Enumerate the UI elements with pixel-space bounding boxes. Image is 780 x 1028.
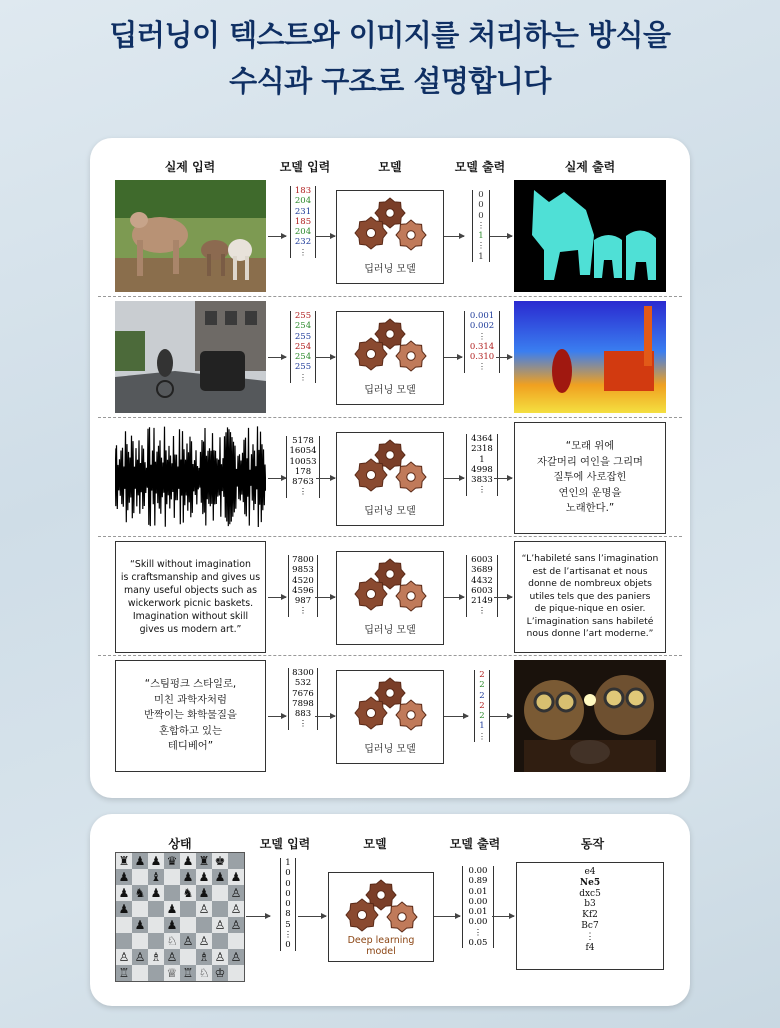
model-output-vector (462, 866, 494, 948)
vector-value: 255 (294, 311, 312, 321)
header-actual-output: 실제 출력 (564, 160, 616, 174)
french-output-text (514, 541, 666, 653)
action-list (516, 862, 664, 970)
chess-square (212, 901, 228, 917)
deep-learning-model-box (336, 311, 444, 405)
model-label: 딥러닝 모델 (364, 744, 416, 755)
chess-square: ♘ (196, 965, 212, 981)
vector-value: 4596 (292, 585, 314, 596)
header-model: 모델 (363, 837, 387, 851)
arrow (268, 597, 286, 598)
chess-square: ♙ (228, 949, 244, 965)
text-line: 노래한다.” (565, 502, 615, 515)
chess-square: ♙ (228, 885, 244, 901)
vector-value: 9853 (292, 565, 314, 576)
title-line-1: 딥러닝이 텍스트와 이미지를 처리하는 방식을 (109, 18, 671, 52)
chess-square: ♟ (180, 869, 196, 885)
vector-value: ⋮ (477, 485, 487, 496)
chess-square: ♟ (132, 853, 148, 869)
vector-value: 2318 (471, 444, 493, 455)
model-input-vector (288, 668, 318, 730)
vector-value: 4364 (471, 434, 493, 444)
chess-square (196, 917, 212, 933)
chess-board (115, 852, 245, 982)
cows-photo (115, 180, 266, 292)
english-input-text (115, 541, 266, 653)
steampunk-teddy-image (514, 660, 666, 772)
chess-square: ♙ (116, 949, 132, 965)
model-output-vector (472, 190, 490, 262)
action-move: e4 (584, 867, 596, 877)
chess-square: ♟ (164, 901, 180, 917)
deep-learning-model-box (336, 551, 444, 645)
vector-value: 185 (294, 216, 312, 227)
vector-value: 0.05 (468, 938, 488, 949)
vector-value: 0 (478, 190, 484, 200)
arrow (298, 916, 326, 917)
model-output-vector (464, 311, 500, 373)
header-model: 모델 (378, 160, 402, 174)
deep-learning-model-box (336, 190, 444, 284)
vector-value: 2 (479, 690, 485, 701)
chess-panel (90, 814, 690, 1006)
action-move: b3 (584, 899, 596, 910)
vector-value: 6003 (471, 555, 493, 565)
vector-value: 0.00 (468, 896, 488, 907)
vector-value: 2 (479, 700, 485, 711)
text-line: wickerwork picnic baskets. (127, 598, 254, 609)
chess-square: ♞ (180, 885, 196, 901)
chess-square: ♖ (116, 965, 132, 981)
vector-value: 987 (294, 596, 312, 607)
chess-square: ♙ (132, 949, 148, 965)
chess-square: ♙ (212, 949, 228, 965)
text-line: 테디베어” (167, 740, 214, 753)
chess-square: ♜ (196, 853, 212, 869)
arrow (444, 597, 464, 598)
vector-value: 0.00 (468, 866, 488, 876)
model-label-line-2: model (366, 946, 396, 957)
chess-square (228, 933, 244, 949)
vector-value: 2149 (471, 596, 493, 607)
vector-value: 16054 (289, 446, 317, 457)
header-state: 상태 (168, 837, 192, 851)
vector-value: 7898 (292, 698, 314, 709)
vector-value: 0 (478, 200, 484, 211)
text-line: is craftsmanship and gives us (120, 572, 261, 583)
vector-value: ⋮ (477, 331, 487, 342)
chess-square (164, 885, 180, 901)
row-divider (98, 655, 682, 656)
vector-value: 231 (294, 206, 312, 217)
model-label: 딥러닝 모델 (364, 264, 416, 275)
chess-square (228, 965, 244, 981)
action-move: Kf2 (582, 910, 598, 921)
model-input-vector (290, 186, 316, 258)
action-move: f4 (585, 942, 595, 953)
vector-value: 204 (294, 196, 312, 207)
chess-square (132, 901, 148, 917)
vector-value: 0.001 (469, 311, 495, 321)
text-line: est de l’artisanat et nous (532, 565, 648, 577)
chess-square: ♟ (148, 853, 164, 869)
chess-square (132, 965, 148, 981)
vector-value: 2 (479, 680, 485, 691)
text-line: 질투에 사로잡힌 (553, 471, 627, 484)
action-move: Bc7 (581, 920, 599, 931)
vector-value: 0.310 (469, 352, 495, 363)
chess-square: ♟ (116, 869, 132, 885)
chess-square (116, 933, 132, 949)
arrow (496, 357, 512, 358)
vector-value: 1 (479, 454, 485, 465)
arrow (315, 357, 335, 358)
text-line: “L’habileté sans l’imagination (521, 552, 659, 564)
chess-square (180, 949, 196, 965)
vector-value: 4998 (471, 464, 493, 475)
generated-korean-text (514, 422, 666, 534)
arrow (268, 716, 286, 717)
vector-value: 0.89 (468, 876, 488, 887)
text-line: L’imagination sans habileté (526, 615, 654, 627)
model-output-vector (466, 434, 498, 496)
deep-learning-model-box (328, 872, 434, 962)
vector-value: 1 (478, 231, 484, 242)
chess-square: ♟ (164, 917, 180, 933)
arrow (494, 597, 512, 598)
korean-prompt-text (115, 660, 266, 772)
row-divider (98, 417, 682, 418)
page-title (0, 12, 780, 104)
arrow (490, 716, 512, 717)
vector-value: ⋮ (476, 220, 486, 231)
model-input-vector (286, 436, 320, 498)
chess-square (228, 853, 244, 869)
chess-square: ♞ (132, 885, 148, 901)
chess-square: ♟ (116, 901, 132, 917)
chess-square: ♙ (212, 917, 228, 933)
chess-square (148, 901, 164, 917)
header-model-output: 모델 출력 (454, 160, 506, 174)
row-depth-estimation (90, 299, 690, 415)
text-line: “스팀펑크 스타일로, (144, 678, 237, 691)
arrow (315, 716, 335, 717)
vector-value: 532 (294, 678, 312, 689)
vector-value: 0.002 (469, 321, 495, 332)
vector-value: ⋮ (298, 719, 308, 730)
vector-value: 0 (285, 868, 291, 879)
vector-value: 0 (285, 888, 291, 899)
vector-value: 1 (479, 721, 485, 732)
chess-square: ♟ (148, 885, 164, 901)
deep-learning-model-box (336, 670, 444, 764)
audio-waveform (115, 422, 266, 534)
model-label: 딥러닝 모델 (364, 385, 416, 396)
chess-square (132, 869, 148, 885)
chess-square: ♟ (196, 885, 212, 901)
arrow (492, 916, 514, 917)
model-label-line-1: Deep learning (347, 935, 415, 946)
vector-value: 3689 (471, 565, 493, 576)
vector-value: 6003 (471, 585, 493, 596)
header-actual-input: 실제 입력 (164, 160, 216, 174)
row-image-segmentation (90, 178, 690, 294)
vector-value: ⋮ (298, 487, 308, 498)
vector-value: 7800 (292, 555, 314, 565)
vector-value: 183 (294, 186, 312, 196)
model-label: 딥러닝 모델 (364, 506, 416, 517)
vector-value: 0 (285, 899, 291, 910)
vector-value: ⋮ (477, 606, 487, 617)
chess-square: ♟ (180, 853, 196, 869)
chess-square: ♛ (164, 853, 180, 869)
vector-value: 255 (294, 331, 312, 342)
chess-square: ♗ (148, 949, 164, 965)
text-line: Imagination without skill (132, 611, 249, 622)
arrow (444, 236, 464, 237)
arrow (246, 916, 270, 917)
text-line: 자갈머리 여인을 그리며 (536, 455, 643, 468)
vector-value: 1 (285, 858, 291, 868)
chess-square: ♙ (180, 933, 196, 949)
vector-value: 0 (285, 878, 291, 889)
vector-value: ⋮ (298, 372, 308, 383)
arrow (268, 478, 286, 479)
row-divider (98, 536, 682, 537)
vector-value: 0.01 (468, 886, 488, 897)
model-input-vector (288, 555, 318, 617)
chess-square: ♙ (228, 917, 244, 933)
pipeline-panel (90, 138, 690, 798)
chess-square: ♝ (148, 869, 164, 885)
action-move: dxc5 (579, 888, 601, 899)
chess-square (148, 917, 164, 933)
depth-map (514, 301, 666, 413)
chess-square: ♔ (212, 965, 228, 981)
model-label: 딥러닝 모델 (364, 625, 416, 636)
text-line: de pique-nique en osier. (534, 603, 646, 615)
model-label (329, 935, 433, 957)
vector-value: 8300 (292, 668, 314, 678)
vector-value: ⋮ (476, 241, 486, 252)
arrow (315, 236, 335, 237)
chess-square: ♚ (212, 853, 228, 869)
title-line-2: 수식과 구조로 설명합니다 (229, 64, 551, 98)
vector-value: 10053 (289, 456, 317, 467)
chess-square (180, 901, 196, 917)
chess-square: ♟ (212, 869, 228, 885)
vector-value: 8 (285, 909, 291, 920)
arrow (494, 478, 512, 479)
chess-square: ♕ (164, 965, 180, 981)
arrow (434, 916, 460, 917)
arrow (444, 716, 468, 717)
vector-value: ⋮ (298, 606, 308, 617)
header-action: 동작 (580, 837, 605, 851)
vector-value: 232 (294, 237, 312, 248)
arrow (444, 478, 464, 479)
chess-square: ♟ (132, 917, 148, 933)
text-line: nous donne l’art moderne.” (526, 628, 654, 640)
chess-square (132, 933, 148, 949)
arrow (316, 478, 335, 479)
vector-value: 2 (479, 711, 485, 722)
model-output-vector (474, 670, 490, 742)
chess-square: ♖ (180, 965, 196, 981)
header-model-input: 모델 입력 (259, 837, 311, 851)
vector-value: 883 (294, 709, 312, 720)
header-model-output: 모델 출력 (449, 837, 501, 851)
vector-value: 4520 (292, 575, 314, 586)
chess-square: ♙ (228, 901, 244, 917)
street-photo (115, 301, 266, 413)
chess-square (164, 869, 180, 885)
segmentation-mask (514, 180, 666, 292)
arrow (315, 597, 335, 598)
vector-value: 5178 (292, 436, 314, 446)
row-speech-to-text (90, 420, 690, 536)
arrow (268, 357, 286, 358)
vector-value: 0.00 (468, 917, 488, 928)
chess-square: ♜ (116, 853, 132, 869)
chess-square (148, 965, 164, 981)
vector-value: 5 (285, 919, 291, 930)
chess-square: ♙ (164, 949, 180, 965)
vector-value: 0 (478, 210, 484, 221)
chess-square: ♟ (196, 869, 212, 885)
text-line: “모래 위에 (565, 440, 615, 453)
chess-square: ♙ (196, 901, 212, 917)
text-line: many useful objects such as (123, 585, 258, 596)
text-line: 미친 과학자처럼 (154, 693, 227, 706)
chess-square (212, 885, 228, 901)
chess-square: ♗ (196, 949, 212, 965)
vector-value: ⋮ (477, 731, 487, 742)
chess-square (180, 917, 196, 933)
chess-square (116, 917, 132, 933)
row-divider (98, 296, 682, 297)
vector-value: 3833 (471, 475, 493, 486)
vector-value: 0.01 (468, 907, 488, 918)
vector-value: 178 (294, 466, 312, 477)
text-line: donne de nombreux objets (528, 578, 652, 590)
text-line: “Skill without imagination (130, 559, 251, 570)
vector-value: 0.314 (469, 341, 495, 352)
action-move: Ne5 (579, 877, 601, 888)
vector-value: 255 (294, 362, 312, 373)
vector-value: 7676 (292, 688, 314, 699)
model-output-vector (466, 555, 498, 617)
text-line: gives us modern art.” (139, 624, 242, 635)
vector-value: ⋮ (473, 927, 483, 938)
chess-square: ♙ (196, 933, 212, 949)
chess-square: ♟ (228, 869, 244, 885)
vector-value: 0 (285, 940, 291, 951)
vector-value: 254 (294, 352, 312, 363)
chess-square: ♟ (116, 885, 132, 901)
text-line: 혼합하고 있는 (159, 724, 222, 737)
waveform-trace (115, 426, 266, 527)
vector-value: ⋮ (477, 362, 487, 373)
vector-value: 254 (294, 341, 312, 352)
deep-learning-model-box (336, 432, 444, 526)
arrow (268, 236, 286, 237)
model-input-vector (290, 311, 316, 383)
vector-value: 2 (479, 670, 485, 680)
vector-value: 204 (294, 227, 312, 238)
chess-square (148, 933, 164, 949)
action-move: ⋮ (585, 931, 595, 942)
row-translation (90, 539, 690, 655)
model-input-vector (280, 858, 296, 951)
chess-square: ♘ (164, 933, 180, 949)
arrow (444, 357, 462, 358)
text-line: 연인의 운명을 (558, 486, 622, 499)
vector-value: ⋮ (283, 930, 293, 941)
arrow (490, 236, 512, 237)
text-line: 반짝이는 화학물질을 (144, 709, 237, 722)
vector-value: 4432 (471, 575, 493, 586)
row-text-to-image (90, 658, 690, 774)
chess-square (212, 933, 228, 949)
text-line: utiles tels que des paniers (529, 590, 651, 602)
header-model-input: 모델 입력 (279, 160, 331, 174)
vector-value: 254 (294, 321, 312, 332)
vector-value: ⋮ (298, 247, 308, 258)
vector-value: 8763 (292, 477, 314, 488)
vector-value: 1 (478, 251, 484, 262)
